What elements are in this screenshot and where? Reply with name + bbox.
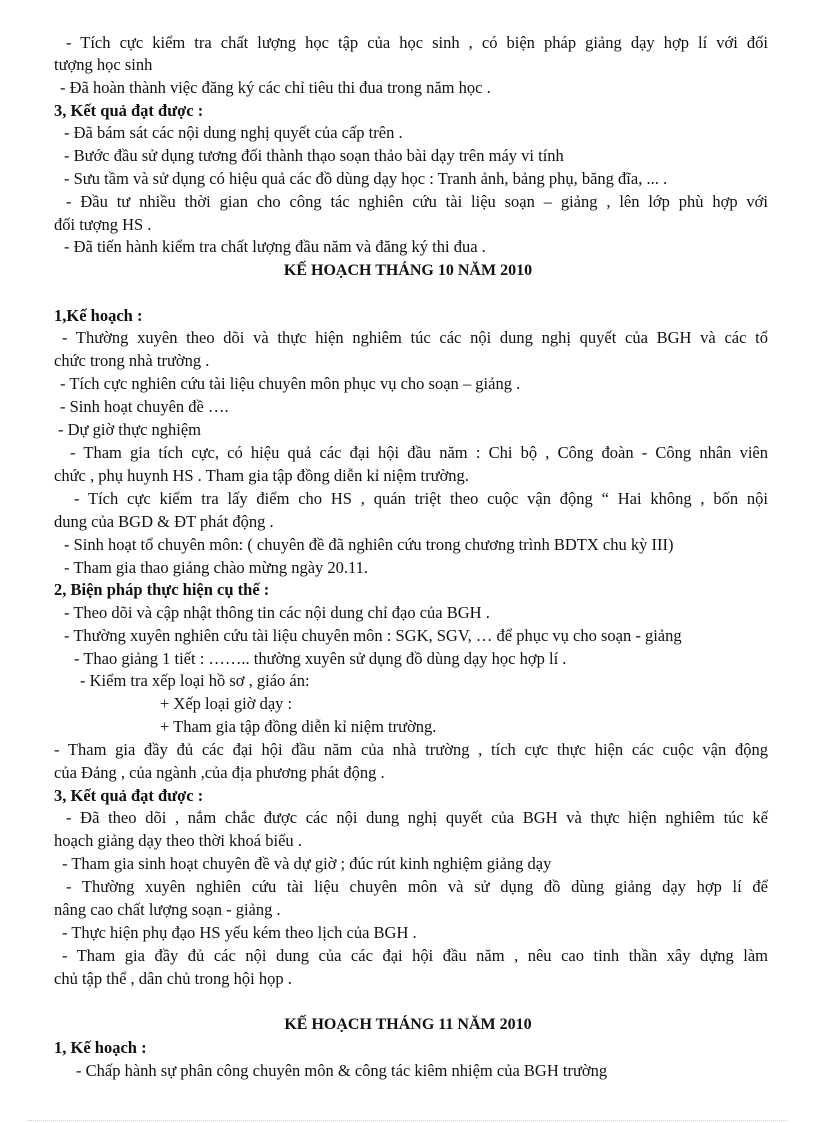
text-line: - Tham gia tích cực, có hiệu quả các đại hội đầu năm : Chi bộ , Công đoàn - Công nhân viên bbox=[70, 443, 768, 462]
text-line: - Tích cực nghiên cứu tài liệu chuyên môn phục vụ cho soạn – giảng . bbox=[60, 374, 521, 393]
text-line: - Tham gia sinh hoạt chuyên đề và dự giờ ; đúc rút kinh nghiệm giảng dạy bbox=[62, 854, 552, 873]
text-line: của Đảng , của ngành ,của địa phương phát động . bbox=[54, 763, 385, 782]
text-line: - Kiểm tra xếp loại hồ sơ , giáo án: bbox=[80, 671, 310, 690]
text-line: - Tham gia đầy đủ các đại hội đầu năm của nhà trường , tích cực thực hiện các cuộc vận động bbox=[54, 740, 768, 759]
text-line: tượng học sinh bbox=[54, 55, 153, 74]
section-heading: 1,Kế hoạch : bbox=[54, 306, 143, 325]
text-line: - Thường xuyên theo dõi và thực hiện nghiêm túc các nội dung nghị quyết của BGH và các tổ bbox=[62, 328, 768, 347]
section-heading: 2, Biện pháp thực hiện cụ thể : bbox=[54, 580, 270, 599]
text-line: - Đã tiến hành kiểm tra chất lượng đầu năm và đăng ký thi đua . bbox=[64, 237, 486, 256]
text-line: - Tham gia đầy đủ các nội dung của các đại hội đầu năm , nêu cao tinh thần xây dựng làm bbox=[62, 946, 768, 965]
text-line: - Tích cực kiểm tra lấy điểm cho HS , quán triệt theo cuộc vận động “ Hai không , bốn nội bbox=[74, 489, 768, 508]
text-line: - Dự giờ thực nghiệm bbox=[58, 420, 202, 439]
text-line: - Thực hiện phụ đạo HS yếu kém theo lịch của BGH . bbox=[62, 923, 417, 942]
text-line: - Đã bám sát các nội dung nghị quyết của cấp trên . bbox=[64, 123, 403, 142]
text-line: hoạch giảng dạy theo thời khoá biểu . bbox=[54, 831, 302, 850]
text-line: - Theo dõi và cập nhật thông tin các nội dung chỉ đạo của BGH . bbox=[64, 603, 490, 622]
text-line: - Sưu tầm và sử dụng có hiệu quả các đồ dùng dạy học : Tranh ảnh, bảng phụ, băng đĩa, ... . bbox=[64, 169, 668, 188]
text-line: - Thao giảng 1 tiết : …….. thường xuyên sử dụng đồ dùng dạy học hợp lí . bbox=[74, 649, 567, 668]
text-line: - Tham gia thao giảng chào mừng ngày 20.11. bbox=[64, 558, 369, 577]
text-line: - Đầu tư nhiều thời gian cho công tác nghiên cứu tài liệu soạn – giảng , lên lớp phù hợp với bbox=[66, 192, 768, 211]
text-line: - Bước đầu sử dụng tương đối thành thạo soạn thảo bài dạy trên máy vi tính bbox=[64, 146, 564, 165]
text-line: - Sinh hoạt chuyên đề …. bbox=[60, 397, 229, 416]
text-line: - Thường xuyên nghiên cứu tài liệu chuyên môn và sử dụng đồ dùng giảng dạy hợp lí để bbox=[66, 877, 768, 896]
month-plan-title: KẾ HOẠCH THÁNG 11 NĂM 2010 bbox=[284, 1016, 532, 1033]
text-line: - Sinh hoạt tổ chuyên môn: ( chuyên đề đã nghiên cứu trong chương trình BDTX chu kỳ III) bbox=[64, 535, 674, 554]
section-heading: 3, Kết quả đạt được : bbox=[54, 101, 204, 120]
page-bottom-edge bbox=[28, 1120, 788, 1121]
text-line: chủ tập thể , dân chủ trong hội họp . bbox=[54, 969, 292, 988]
text-line: + Xếp loại giờ dạy : bbox=[160, 694, 293, 713]
text-line: - Thường xuyên nghiên cứu tài liệu chuyên môn : SGK, SGV, … để phục vụ cho soạn - giảng bbox=[64, 626, 682, 645]
section-heading: 3, Kết quả đạt được : bbox=[54, 786, 204, 805]
text-line: + Tham gia tập đồng diễn kỉ niệm trường. bbox=[160, 717, 437, 736]
text-line: chức trong nhà trường . bbox=[54, 351, 210, 370]
text-line: - Tích cực kiểm tra chất lượng học tập của học sinh , có biện pháp giảng dạy hợp lí với đối bbox=[66, 33, 768, 52]
text-line: chức , phụ huynh HS . Tham gia tập đồng diễn kỉ niệm trường. bbox=[54, 466, 469, 485]
text-line: đối tượng HS . bbox=[54, 215, 152, 234]
section-heading: 1, Kế hoạch : bbox=[54, 1038, 147, 1057]
text-line: - Đã theo dõi , nắm chắc được các nội dung nghị quyết của BGH và thực hiện nghiêm túc kế bbox=[66, 808, 768, 827]
text-line: dung của BGD & ĐT phát động . bbox=[54, 512, 274, 531]
month-plan-title: KẾ HOẠCH THÁNG 10 NĂM 2010 bbox=[283, 262, 533, 279]
text-line: - Chấp hành sự phân công chuyên môn & công tác kiêm nhiệm của BGH trường bbox=[76, 1061, 608, 1080]
text-line: nâng cao chất lượng soạn - giảng . bbox=[54, 900, 281, 919]
text-line: - Đã hoàn thành việc đăng ký các chỉ tiêu thi đua trong năm học . bbox=[60, 78, 491, 97]
